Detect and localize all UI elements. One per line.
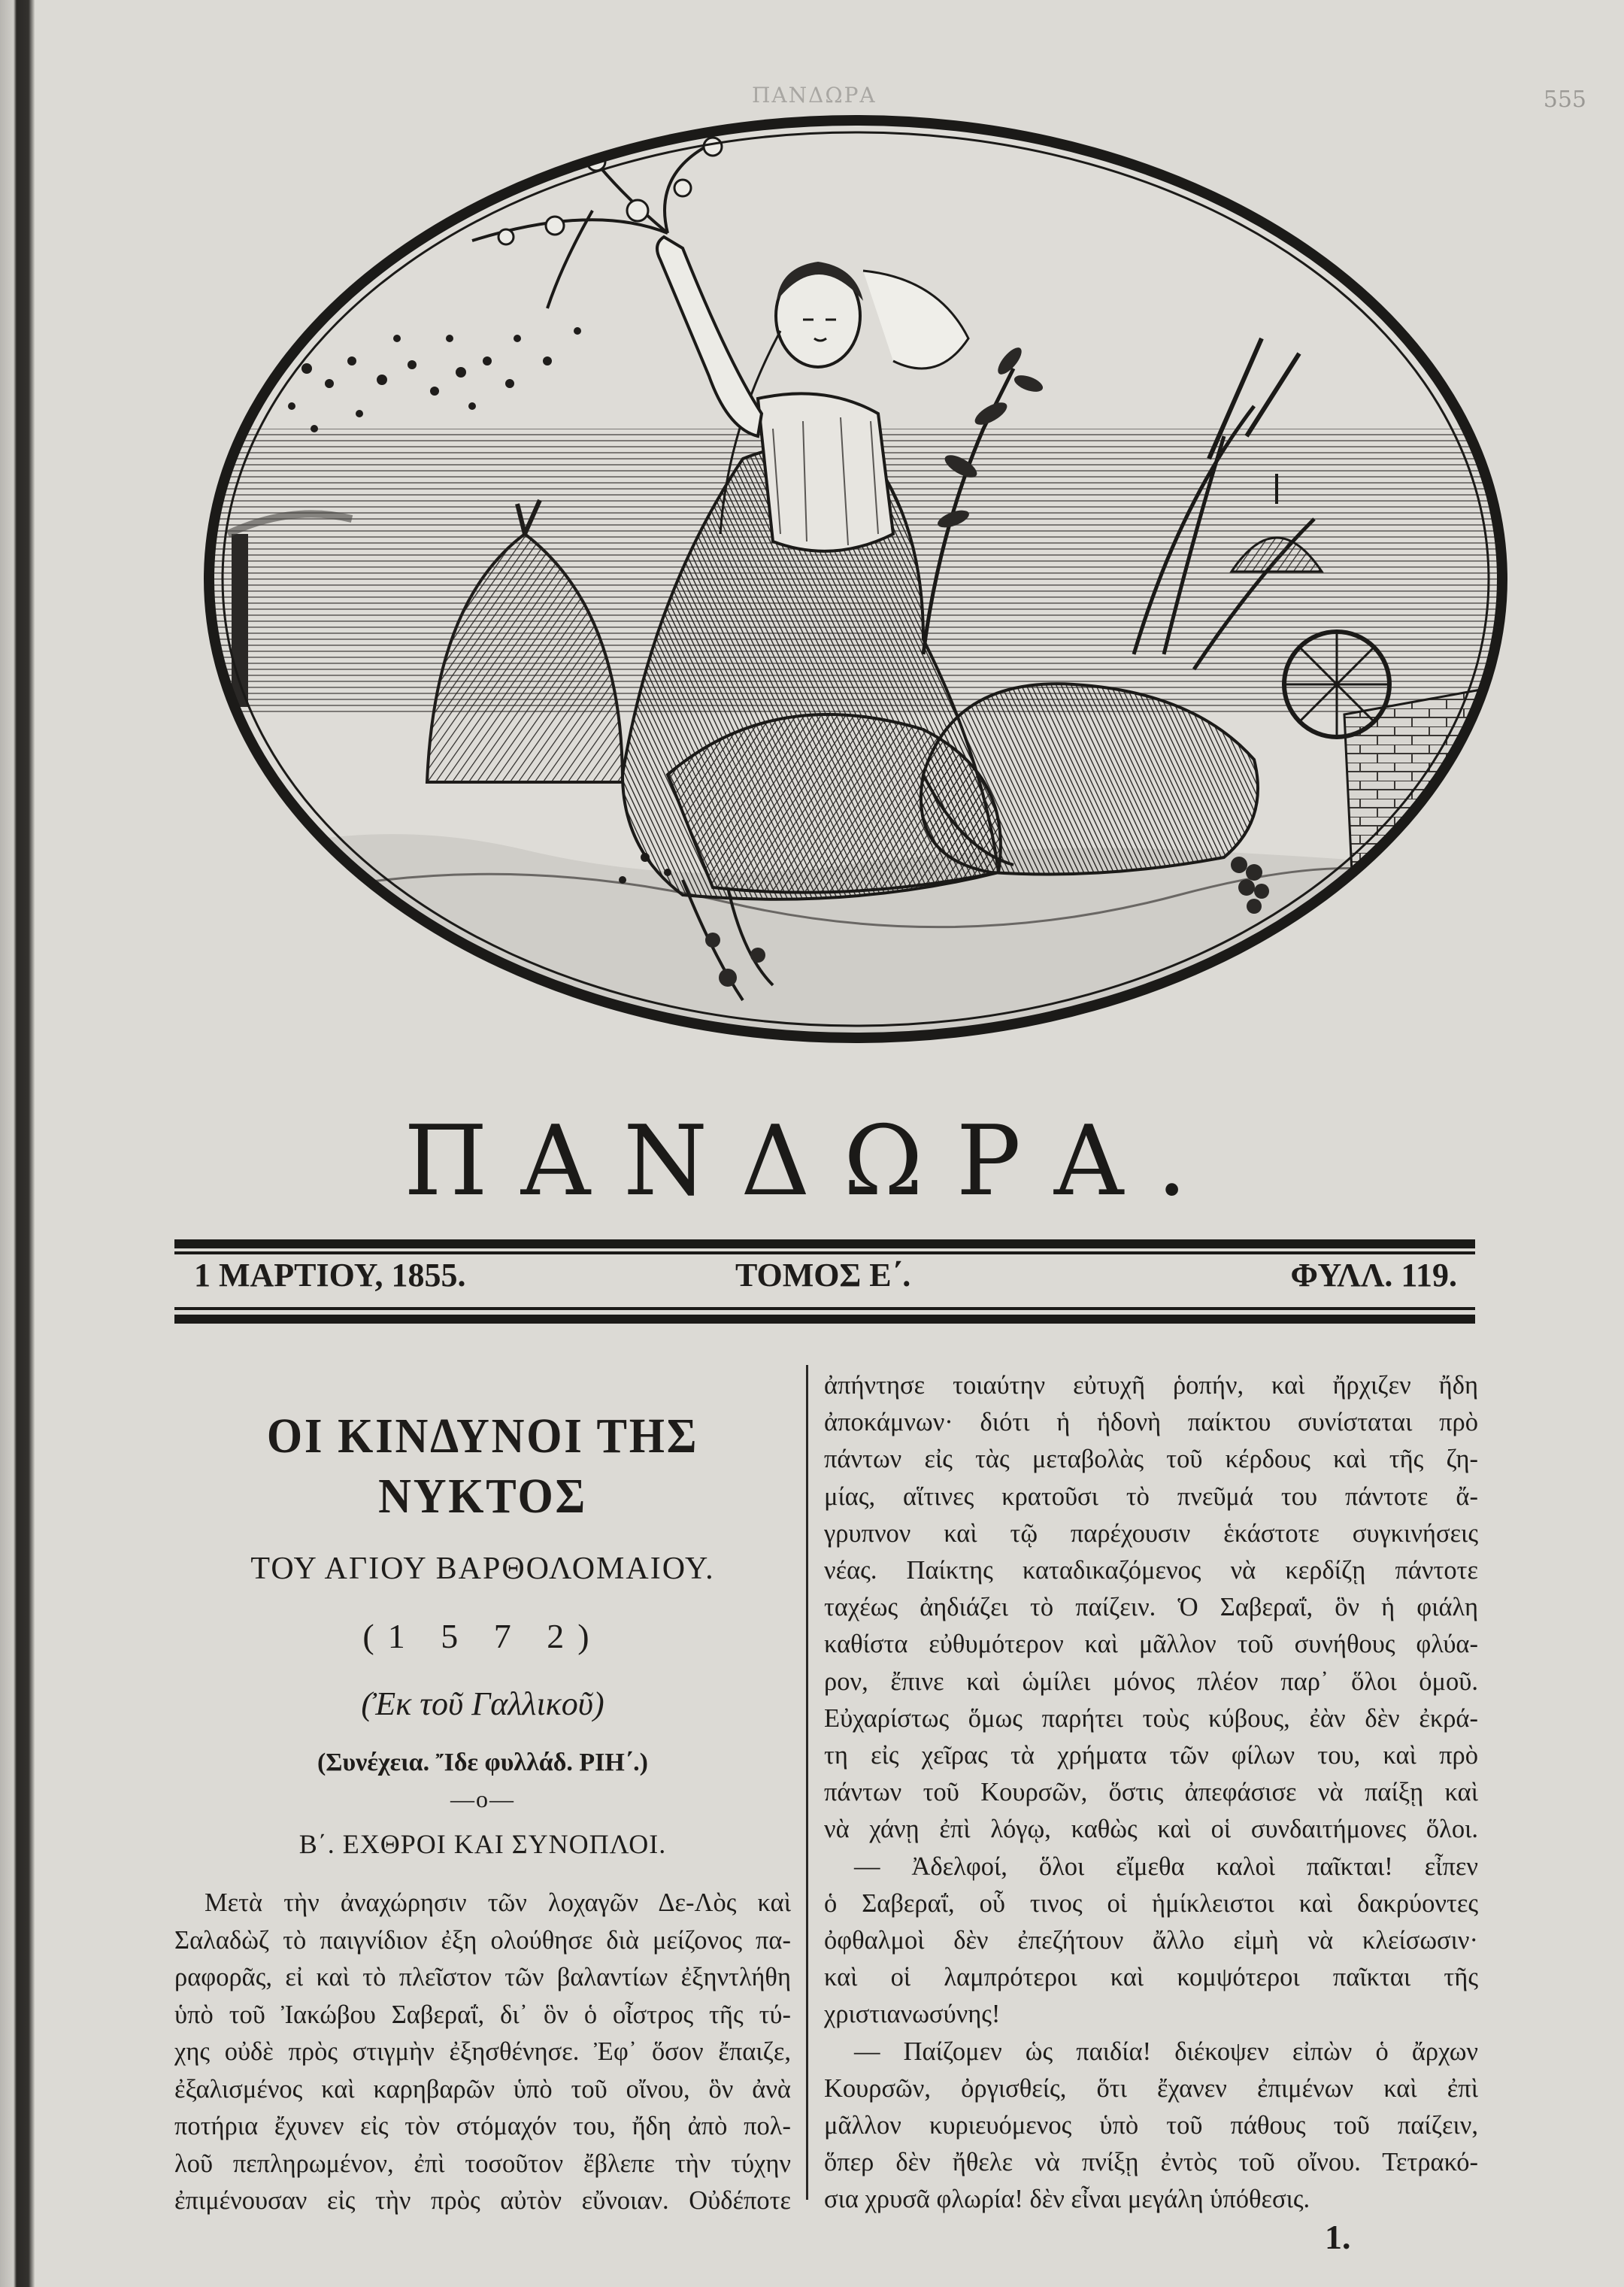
body-line: χης οὐδὲ πρὸς στιγμὴν ἐξησθένησε. Ἐφ᾿ ὅσον ἔπαιζε, xyxy=(174,2037,791,2066)
body-line: ὅπερ δὲν ἤθελε νὰ πνίξῃ ἐντὸς τοῦ οἴνου. Τετρακό- xyxy=(824,2148,1478,2177)
article-title: ΟΙ ΚΙΝΔΥΝΟΙ ΤΗΣ ΝΥΚΤΟΣ xyxy=(266,1409,699,1524)
body-line: Μετὰ τὴν ἀναχώρησιν τῶν λοχαγῶν Δε-Λὸς καὶ xyxy=(205,1888,791,1917)
dateline xyxy=(194,1256,1457,1301)
body-line: μᾶλλον κυριευόμενος ὑπὸ τοῦ πάθους τοῦ παίζειν, xyxy=(824,2111,1478,2140)
pandora-engraving-vignette xyxy=(201,113,1510,1045)
issue-date: 1 ΜΑΡΤΙΟΥ, 1855. xyxy=(194,1257,466,1294)
issue-number: ΦΥΛΛ. 119. xyxy=(1290,1257,1457,1294)
body-line: τη εἰς χεῖρας τὰ χρήματα τῶν φίλων του, καὶ πρὸ xyxy=(824,1741,1478,1770)
body-line: ὑπὸ τοῦ Ἰακώβου Σαβεραΐ, δι᾿ ὃν ὁ οἶστρος τῆς τύ- xyxy=(174,2000,791,2029)
body-line: γρυπνον καὶ τῷ παρέχουσιν ἑκάστοτε συγκινήσεις xyxy=(824,1518,1478,1548)
article-right-column xyxy=(824,1367,1478,2219)
article-subtitle: ΤΟΥ ΑΓΙΟΥ ΒΑΡΘΟΛΟΜΑΙΟΥ. xyxy=(250,1551,715,1586)
column-divider xyxy=(806,1365,808,2200)
body-line: ρον, ἔπινε καὶ ὡμίλει μόνος πλέον παρ᾿ ὅλοι ὁμοῦ. xyxy=(824,1667,1478,1696)
body-line: νέας. Παίκτης καταδικαζόμενος νὰ κερδίζῃ πάντοτε xyxy=(824,1556,1478,1585)
body-line: Σαλαδὼζ τὸ παιγνίδιον ἐξη ολούθησε διὰ μείζονος πα- xyxy=(174,1925,791,1955)
body-line: ὀφθαλμοὶ δὲν ἐπεζήτουν ἄλλο εἰμὴ νὰ κλείσωσιν· xyxy=(824,1926,1478,1955)
body-line: καθίστα εὐθυμότερον καὶ μᾶλλον τοῦ συνήθους φλύα- xyxy=(824,1630,1478,1659)
article-left-column xyxy=(174,1406,791,2220)
body-line: λοῦ πεπληρωμένον, ἐπὶ τοσοῦτον ἔβλεπε τὴν τύχην xyxy=(174,2149,791,2178)
body-line: σια χρυσᾶ φλωρία! δὲν εἶναι μεγάλη ὑπόθεσις. xyxy=(824,2185,1310,2214)
body-line: ποτήρια ἔχυνεν εἰς τὸν στόμαχόν του, ἤδη ἀπὸ πολ- xyxy=(174,2112,791,2140)
article-year: (1 5 7 2) xyxy=(362,1617,603,1655)
left-body-text xyxy=(174,1885,791,2220)
bleed-through-header: ΠΑΝΔΩΡΑ xyxy=(752,83,877,108)
masthead-rule-top-thin xyxy=(174,1251,1475,1254)
bleed-through-page-number: 555 xyxy=(1543,86,1586,113)
body-line: Εὐχαρίστως ὅμως παρήτει τοὺς κύβους, ἐὰν δὲν ἐκρά- xyxy=(824,1703,1478,1733)
body-line: ραφορᾶς, εἰ καὶ τὸ πλεῖστον τῶν βαλαντίων ἐξηντλήθη xyxy=(174,1963,791,1991)
body-line: ταχέως ἀηδιάζει τὸ παίζειν. Ὁ Σαβεραΐ, ὃν ἡ φιάλη xyxy=(824,1593,1478,1622)
body-line: πάντων τοῦ Κουρσῶν, ὅστις ἀπεφάσισε νὰ παίξῃ καὶ xyxy=(824,1778,1478,1807)
body-line: — Παίζομεν ὡς παιδία! διέκοψεν εἰπὼν ὁ ἄρχων xyxy=(854,2037,1478,2066)
continuation-note: (Συνέχεια. Ἴδε φυλλάδ. ΡΙΗ΄.) xyxy=(317,1749,648,1776)
body-line: πάντων εἰς τὰς μεταβολὰς τοῦ κέρδους καὶ τῆς ζη- xyxy=(824,1445,1478,1474)
body-line: ὁ Σαβεραΐ, οὗ τινος οἱ ἡμίκλειστοι καὶ δακρύοντες xyxy=(824,1888,1478,1918)
section-ornament: —o— xyxy=(450,1785,515,1812)
volume-number: ΤΟΜΟΣ Ε΄. xyxy=(735,1257,911,1294)
body-line: ἐπιμένουσαν εἰς τὴν πρὸς αὐτὸν εὔνοιαν. Οὐδέποτε xyxy=(174,2186,791,2215)
dateline-rule-bottom xyxy=(174,1315,1475,1324)
body-line: ἐξαλισμένος καὶ καρηβαρῶν ὑπὸ τοῦ οἴνου, ὃν ἀνὰ xyxy=(174,2074,791,2103)
masthead-title: ΠΑΝΔΩΡΑ. xyxy=(404,1106,1220,1218)
dateline-rule-thin xyxy=(174,1307,1475,1310)
article-source: (Ἐκ τοῦ Γαλλικοῦ) xyxy=(361,1685,604,1722)
masthead-rule-top xyxy=(174,1239,1475,1248)
body-line: μίας, αἵτινες κρατοῦσι τὸ πνεῦμά του πάντοτε ἄ- xyxy=(824,1482,1478,1511)
body-line: νὰ χάνῃ ἐπὶ λόγῳ, καθὼς καὶ οἱ συνδαιτήμονες ὅλοι. xyxy=(824,1815,1478,1844)
body-line: ἀποκάμνων· διότι ἡ ἡδονὴ παίκτου συνίσταται πρὸ xyxy=(824,1408,1478,1437)
section-heading: Β΄. ΕΧΘΡΟΙ ΚΑΙ ΣΥΝΟΠΛΟΙ. xyxy=(298,1829,667,1859)
body-line: καὶ οἱ λαμπρότεροι καὶ κομψότεροι παῖκται τῆς xyxy=(824,1963,1478,1992)
body-line: Κουρσῶν, ὀργισθείς, ὅτι ἔχανεν ἐπιμένων καὶ ἐπὶ xyxy=(824,2073,1478,2103)
body-line: ἀπήντησε τοιαύτην εὐτυχῆ ῥοπήν, καὶ ἤρχιζεν ἤδη xyxy=(824,1371,1478,1400)
body-line: — Ἀδελφοί, ὅλοι εἴμεθα καλοὶ παῖκται! εἶπεν xyxy=(854,1852,1478,1881)
body-line: χριστιανωσύνης! xyxy=(824,2000,1001,2029)
signature-mark: 1. xyxy=(1325,2218,1351,2256)
